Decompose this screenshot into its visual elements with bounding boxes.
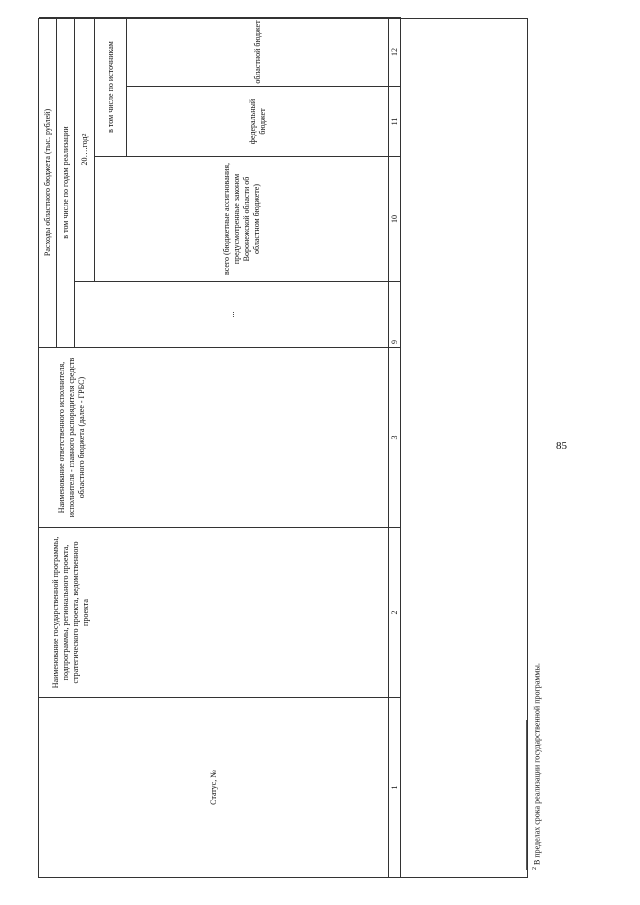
col-number-2: 2 xyxy=(389,527,401,697)
col-number-11: 11 xyxy=(389,86,401,156)
page-number: 85 xyxy=(556,440,567,452)
header-federal: федеральный бюджет xyxy=(127,86,389,156)
footnote-separator xyxy=(526,720,527,870)
col-number-1: 1 xyxy=(389,697,401,877)
col-number-3: 3 xyxy=(389,347,401,527)
header-total: всего (бюджетные ассигнования, предусмотренные законом Воронежской области об областном бюджете) xyxy=(95,156,389,281)
header-program-name: Наименование государственной программы, подпрограммы, регионального проекта, стратегического проекта, ведомственного проекта xyxy=(39,527,389,697)
header-status: Статус, № xyxy=(39,697,389,877)
rotated-table-container xyxy=(38,18,528,878)
header-regional: областной бюджет xyxy=(127,17,389,86)
footnote-ref: 2 xyxy=(532,867,538,870)
header-year xyxy=(75,17,95,281)
header-ellipsis: ... xyxy=(75,281,389,347)
header-by-years: в том числе по годам реализации xyxy=(57,17,75,347)
col-number-12: 12 xyxy=(389,17,401,86)
year-footnote-ref: 2 xyxy=(81,133,88,137)
footnote-text: В пределах срока реализации государственной программы. xyxy=(532,663,542,865)
header-executor: Наименование ответственного исполнителя, исполнителя - главного распорядителя средств областного бюджета (далее - ГРБС) xyxy=(39,347,389,527)
col-number-9: 9 xyxy=(389,281,401,347)
header-expenses: Расходы областного бюджета (тыс. рублей) xyxy=(39,17,57,347)
year-text: 20….год xyxy=(79,136,89,166)
col-number-10: 10 xyxy=(389,156,401,281)
expenses-table xyxy=(38,18,528,878)
footnote xyxy=(532,400,542,870)
header-by-sources: в том числе по источникам xyxy=(95,17,127,156)
